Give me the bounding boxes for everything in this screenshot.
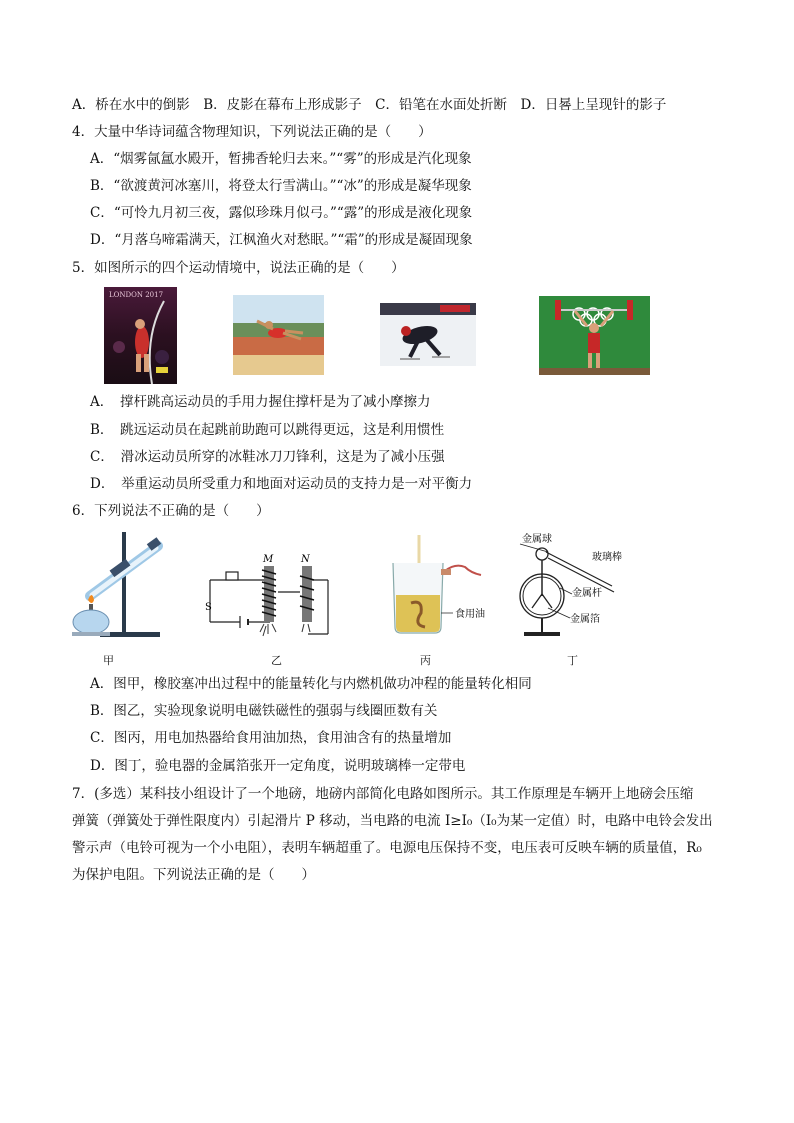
q6-option-b: B．图乙，实验现象说明电磁铁磁性的强弱与线圈匝数有关 [90, 703, 438, 719]
q6-stem: 6．下列说法不正确的是（ ） [72, 503, 270, 519]
label-metal-foil: 金属箔 [570, 614, 600, 625]
q5-option-c: C． 滑冰运动员所穿的冰鞋冰刀刀锋利，这是为了减小压强 [90, 449, 445, 465]
label-m: M [263, 554, 274, 565]
figure-bing-oil-heating [385, 533, 495, 641]
figure-yi-electromagnet-circuit [200, 552, 340, 642]
figure-ding-electroscope [512, 530, 637, 645]
label-glass-rod: 玻璃棒 [592, 552, 622, 563]
q4-option-d: D．“月落乌啼霜满天，江枫渔火对愁眠。”“霜”的形成是凝固现象 [90, 232, 473, 248]
figure-jia-test-tube-heating [70, 530, 170, 645]
q6-option-d: D．图丁，验电器的金属箔张开一定角度，说明玻璃棒一定带电 [90, 758, 466, 774]
label-metal-ball: 金属球 [522, 534, 552, 545]
label-n: N [301, 554, 310, 565]
q7-line-2: 弹簧（弹簧处于弹性限度内）引起滑片 P 移动，当电路的电流 I≥I₀（I₀为某一定值）时，电路中电铃会发出 [72, 813, 713, 829]
caption-ding: 丁 [567, 654, 578, 667]
q5-option-b: B． 跳远运动员在起跳前助跑可以跳得更远，这是利用惯性 [90, 422, 445, 438]
label-switch-s: S [205, 602, 212, 613]
label-cooking-oil: 食用油 [455, 609, 485, 620]
caption-yi: 乙 [271, 654, 282, 667]
q4-option-b: B．“欲渡黄河冰塞川，将登太行雪满山。”“冰”的形成是凝华现象 [90, 178, 472, 194]
caption-jia: 甲 [103, 654, 114, 667]
pole-vault-banner-text: LONDON 2017 [109, 291, 164, 299]
q5-option-a: A． 撑杆跳高运动员的手用力握住撑杆是为了减小摩擦力 [90, 394, 431, 410]
caption-bing: 丙 [420, 654, 431, 667]
q5-option-d: D． 举重运动员所受重力和地面对运动员的支持力是一对平衡力 [90, 476, 473, 492]
q5-stem: 5．如图所示的四个运动情境中，说法正确的是（ ） [72, 260, 405, 276]
q4-option-a: A．“烟雾氤氲水殿开，暂拂香轮归去来。”“雾”的形成是汽化现象 [90, 151, 472, 167]
q3-options: A．桥在水中的倒影 B．皮影在幕布上形成影子 C．铅笔在水面处折断 D．日晷上呈现针的影子 [72, 97, 667, 113]
long-jump-photo [233, 295, 324, 375]
label-metal-rod: 金属杆 [572, 588, 602, 599]
q7-line-4: 为保护电阻。下列说法正确的是（ ） [72, 867, 315, 883]
q4-stem: 4．大量中华诗词蕴含物理知识，下列说法正确的是（ ） [72, 124, 432, 140]
q7-line-3: 警示声（电铃可视为一个小电阻），表明车辆超重了。电源电压保持不变，电压表可反映车辆的质量值，R₀ [72, 840, 702, 856]
q6-option-c: C．图丙，用电加热器给食用油加热，食用油含有的热量增加 [90, 730, 452, 746]
pole-vault-photo [104, 287, 177, 384]
q4-option-c: C．“可怜九月初三夜，露似珍珠月似弓。”“露”的形成是液化现象 [90, 205, 473, 221]
q7-line-1: 7．(多选）某科技小组设计了一个地磅，地磅内部简化电路如图所示。其工作原理是车辆开上地磅会压缩 [72, 786, 694, 802]
weightlifting-photo [539, 296, 650, 375]
q6-option-a: A．图甲，橡胶塞冲出过程中的能量转化与内燃机做功冲程的能量转化相同 [90, 676, 532, 692]
speed-skating-photo [380, 303, 476, 366]
